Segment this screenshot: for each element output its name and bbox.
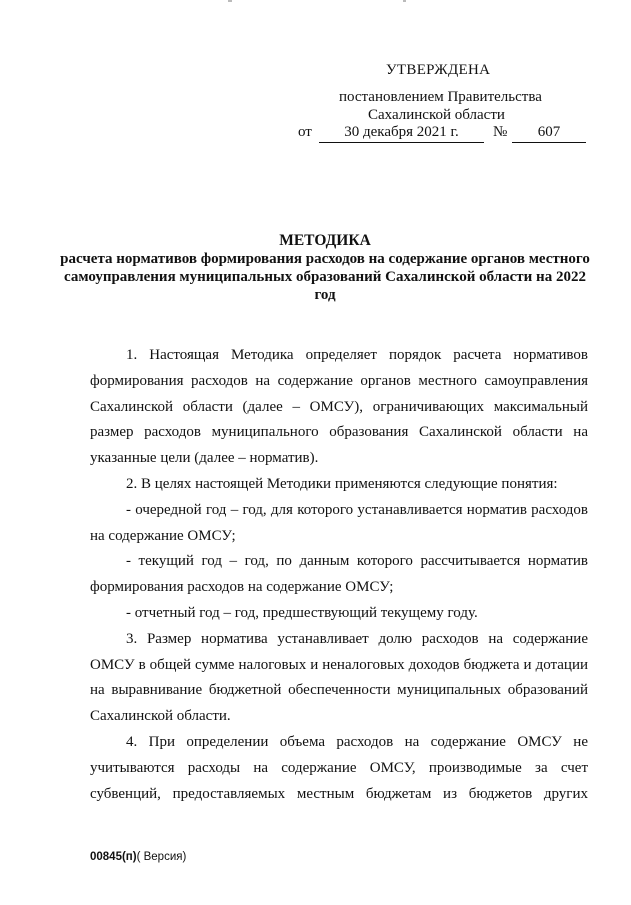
approval-date: 30 декабря 2021 г. <box>319 124 484 143</box>
paragraph-2: 2. В целях настоящей Методики применяются следующие понятия: <box>126 475 558 492</box>
paragraph-6: 3. Размер норматива устанавливает долю расходов на содержание ОМСУ в общей сумме налоговых и неналоговых доходов бюджета и дотации на выравнивание бюджетной обеспеченности муниципальных образований Сахалинской области. <box>90 630 588 725</box>
document-body <box>90 343 588 807</box>
number-sign: № <box>493 124 508 140</box>
approval-number: 607 <box>512 124 586 143</box>
footer-version: ( Версия) <box>136 851 187 863</box>
approval-line-2: Сахалинской области <box>368 107 505 123</box>
document-title: МЕТОДИКА <box>279 232 371 249</box>
paragraph-4: - текущий год – год, по данным которого рассчитывается норматив формирования расходов на содержание ОМСУ; <box>90 553 588 596</box>
scan-mark <box>228 0 232 2</box>
document-subtitle: расчета нормативов формирования расходов на содержание органов местного самоуправления муниципальных образований Сахалинской области на 2022 год <box>60 251 590 303</box>
paragraph-3: - очередной год – год, для которого устанавливается норматив расходов на содержание ОМСУ; <box>90 501 588 544</box>
from-label: от <box>298 124 312 140</box>
scan-mark <box>403 0 406 2</box>
approval-title: УТВЕРЖДЕНА <box>386 62 491 78</box>
footer <box>90 851 186 863</box>
paragraph-1: 1. Настоящая Методика определяет порядок расчета нормативов формирования расходов на содержание органов местного самоуправления Сахалинской области (далее – ОМСУ), ограничивающих максимальный размер расходов муниципального образования Сахалинской области на указанные цели (далее – норматив). <box>90 347 588 467</box>
paragraph-7: 4. При определении объема расходов на содержание ОМСУ не учитываются расходы на содержание ОМСУ, производимые за счет субвенций, предоставляемых местным бюджетам из бюджетов других <box>90 733 588 802</box>
paragraph-5: - отчетный год – год, предшествующий текущему году. <box>126 604 478 621</box>
approval-line-1: постановлением Правительства <box>339 89 542 105</box>
footer-code: 00845(п) <box>90 851 137 863</box>
